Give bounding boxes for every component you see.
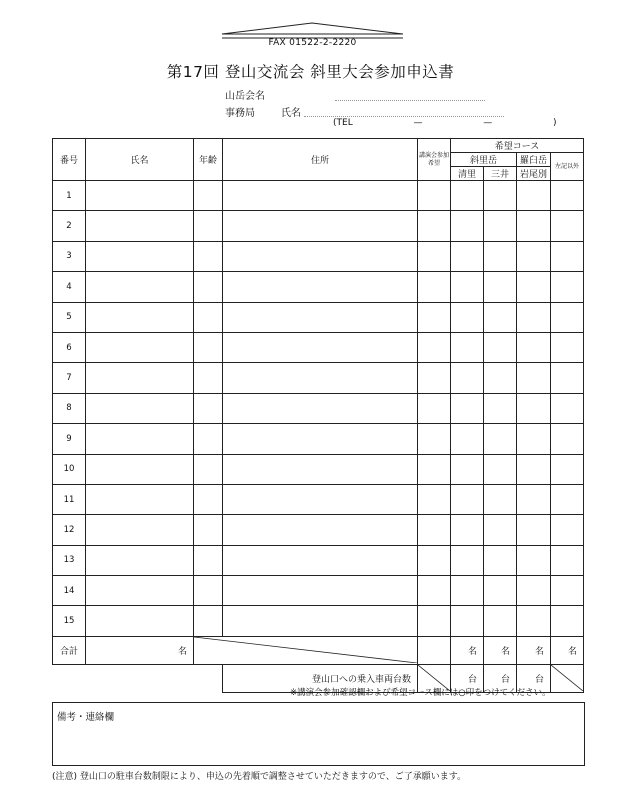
lecture-cell[interactable] bbox=[418, 211, 451, 241]
other-cell[interactable] bbox=[551, 363, 584, 393]
kiyosato-cell[interactable] bbox=[451, 332, 484, 362]
table-row bbox=[53, 484, 584, 514]
total-other-unit: 名 bbox=[551, 636, 584, 664]
car-label: 登山口への乗入車両台数 bbox=[223, 664, 418, 692]
lecture-cell[interactable] bbox=[418, 545, 451, 575]
address-cell[interactable] bbox=[223, 576, 418, 606]
kiyosato-cell[interactable] bbox=[451, 576, 484, 606]
total-iwaobetsu-unit: 名 bbox=[517, 636, 551, 664]
age-cell[interactable] bbox=[194, 332, 223, 362]
table-row bbox=[53, 576, 584, 606]
row-number: 6 bbox=[53, 332, 86, 362]
age-cell[interactable] bbox=[194, 454, 223, 484]
other-cell[interactable] bbox=[551, 211, 584, 241]
car-other-diagonal bbox=[551, 665, 583, 691]
row-number: 10 bbox=[53, 454, 86, 484]
table-row bbox=[53, 424, 584, 454]
mitsui-cell[interactable] bbox=[484, 606, 517, 636]
name-cell[interactable] bbox=[86, 576, 194, 606]
application-table bbox=[52, 138, 584, 693]
iwaobetsu-cell[interactable] bbox=[517, 241, 551, 271]
other-cell[interactable] bbox=[551, 576, 584, 606]
lecture-cell[interactable] bbox=[418, 606, 451, 636]
header-shari: 斜里岳 bbox=[451, 153, 517, 167]
age-cell[interactable] bbox=[194, 302, 223, 332]
row-number: 8 bbox=[53, 393, 86, 423]
age-cell[interactable] bbox=[194, 393, 223, 423]
name-cell[interactable] bbox=[86, 484, 194, 514]
remarks-label: 備考・連絡欄 bbox=[57, 712, 115, 723]
address-cell[interactable] bbox=[223, 211, 418, 241]
age-cell[interactable] bbox=[194, 211, 223, 241]
iwaobetsu-cell[interactable] bbox=[517, 393, 551, 423]
other-cell[interactable] bbox=[551, 302, 584, 332]
other-cell[interactable] bbox=[551, 272, 584, 302]
tel-open: (TEL bbox=[333, 118, 353, 128]
lecture-cell[interactable] bbox=[418, 515, 451, 545]
total-kiyosato-unit: 名 bbox=[451, 636, 484, 664]
office-label: 事務局 bbox=[225, 108, 255, 119]
tel-close: ) bbox=[552, 118, 557, 128]
page-title: 第17回 登山交流会 斜里大会参加申込書 bbox=[166, 63, 455, 81]
row-number: 3 bbox=[53, 241, 86, 271]
kiyosato-cell[interactable] bbox=[451, 424, 484, 454]
table-row bbox=[53, 393, 584, 423]
mitsui-cell[interactable] bbox=[484, 393, 517, 423]
iwaobetsu-cell[interactable] bbox=[517, 272, 551, 302]
age-cell[interactable] bbox=[194, 241, 223, 271]
kiyosato-cell[interactable] bbox=[451, 606, 484, 636]
lecture-cell[interactable] bbox=[418, 454, 451, 484]
address-cell[interactable] bbox=[223, 363, 418, 393]
envelope-arrow-icon bbox=[220, 20, 405, 40]
kiyosato-cell[interactable] bbox=[451, 272, 484, 302]
header-name: 氏名 bbox=[86, 139, 194, 181]
kiyosato-cell[interactable] bbox=[451, 454, 484, 484]
address-cell[interactable] bbox=[223, 302, 418, 332]
other-cell[interactable] bbox=[551, 545, 584, 575]
row-number: 4 bbox=[53, 272, 86, 302]
mitsui-cell[interactable] bbox=[484, 454, 517, 484]
row-number: 7 bbox=[53, 363, 86, 393]
name-cell[interactable] bbox=[86, 545, 194, 575]
address-cell[interactable] bbox=[223, 515, 418, 545]
name-cell[interactable] bbox=[86, 272, 194, 302]
table-row bbox=[53, 515, 584, 545]
row-number: 13 bbox=[53, 545, 86, 575]
lecture-cell[interactable] bbox=[418, 484, 451, 514]
address-cell[interactable] bbox=[223, 454, 418, 484]
kiyosato-cell[interactable] bbox=[451, 363, 484, 393]
mitsui-cell[interactable] bbox=[484, 241, 517, 271]
table-row bbox=[53, 272, 584, 302]
kiyosato-cell[interactable] bbox=[451, 545, 484, 575]
kiyosato-cell[interactable] bbox=[451, 241, 484, 271]
kiyosato-cell[interactable] bbox=[451, 393, 484, 423]
mitsui-cell[interactable] bbox=[484, 484, 517, 514]
lecture-cell[interactable] bbox=[418, 393, 451, 423]
footnote: (注意) 登山口の駐車台数制限により、申込の先着順で調整させていただきますので、ご了承願います。 bbox=[52, 772, 466, 782]
total-diagonal-line bbox=[194, 637, 417, 663]
lecture-cell[interactable] bbox=[418, 302, 451, 332]
table-row bbox=[53, 181, 584, 211]
other-cell[interactable] bbox=[551, 241, 584, 271]
age-cell[interactable] bbox=[194, 606, 223, 636]
mitsui-cell[interactable] bbox=[484, 211, 517, 241]
row-number: 2 bbox=[53, 211, 86, 241]
tel-dash-1: — bbox=[413, 118, 423, 128]
table-row bbox=[53, 363, 584, 393]
fax-number: FAX 01522-2-2220 bbox=[268, 38, 357, 48]
mitsui-cell[interactable] bbox=[484, 332, 517, 362]
other-cell[interactable] bbox=[551, 484, 584, 514]
mitsui-cell[interactable] bbox=[484, 272, 517, 302]
header-number: 番号 bbox=[53, 139, 86, 181]
name-cell[interactable] bbox=[86, 424, 194, 454]
age-cell[interactable] bbox=[194, 181, 223, 211]
age-cell[interactable] bbox=[194, 576, 223, 606]
club-name-label: 山岳会名 bbox=[225, 91, 265, 102]
club-name-field[interactable] bbox=[335, 100, 485, 101]
row-number: 14 bbox=[53, 576, 86, 606]
mitsui-cell[interactable] bbox=[484, 545, 517, 575]
age-cell[interactable] bbox=[194, 272, 223, 302]
mitsui-cell[interactable] bbox=[484, 424, 517, 454]
age-cell[interactable] bbox=[194, 515, 223, 545]
other-cell[interactable] bbox=[551, 606, 584, 636]
age-cell[interactable] bbox=[194, 424, 223, 454]
lecture-cell[interactable] bbox=[418, 576, 451, 606]
mitsui-cell[interactable] bbox=[484, 515, 517, 545]
row-number: 11 bbox=[53, 484, 86, 514]
address-cell[interactable] bbox=[223, 181, 418, 211]
header-kiyosato: 清里 bbox=[451, 167, 484, 181]
iwaobetsu-cell[interactable] bbox=[517, 576, 551, 606]
iwaobetsu-cell[interactable] bbox=[517, 454, 551, 484]
row-number: 5 bbox=[53, 302, 86, 332]
name-cell[interactable] bbox=[86, 211, 194, 241]
mitsui-cell[interactable] bbox=[484, 181, 517, 211]
other-cell[interactable] bbox=[551, 332, 584, 362]
lecture-cell[interactable] bbox=[418, 424, 451, 454]
other-cell[interactable] bbox=[551, 181, 584, 211]
address-cell[interactable] bbox=[223, 424, 418, 454]
iwaobetsu-cell[interactable] bbox=[517, 181, 551, 211]
lecture-cell[interactable] bbox=[418, 363, 451, 393]
iwaobetsu-cell[interactable] bbox=[517, 606, 551, 636]
header-course: 希望コース bbox=[451, 139, 584, 153]
table-row bbox=[53, 606, 584, 636]
tel-field[interactable] bbox=[333, 118, 556, 128]
name-cell[interactable] bbox=[86, 393, 194, 423]
table-row bbox=[53, 332, 584, 362]
name-cell[interactable] bbox=[86, 302, 194, 332]
table-row bbox=[53, 241, 584, 271]
header-other: 左記以外 bbox=[551, 153, 584, 181]
total-persons-unit: 名 bbox=[86, 636, 194, 664]
other-cell[interactable] bbox=[551, 454, 584, 484]
kiyosato-cell[interactable] bbox=[451, 484, 484, 514]
address-cell[interactable] bbox=[223, 393, 418, 423]
iwaobetsu-cell[interactable] bbox=[517, 545, 551, 575]
iwaobetsu-cell[interactable] bbox=[517, 302, 551, 332]
total-mitsui-unit: 名 bbox=[484, 636, 517, 664]
car-iwaobetsu-unit: 台 bbox=[517, 664, 551, 692]
iwaobetsu-cell[interactable] bbox=[517, 363, 551, 393]
lecture-cell[interactable] bbox=[418, 241, 451, 271]
row-number: 12 bbox=[53, 515, 86, 545]
address-cell[interactable] bbox=[223, 332, 418, 362]
name-cell[interactable] bbox=[86, 332, 194, 362]
other-cell[interactable] bbox=[551, 515, 584, 545]
row-number: 1 bbox=[53, 181, 86, 211]
kiyosato-cell[interactable] bbox=[451, 515, 484, 545]
office-name-label: 氏名 bbox=[281, 108, 301, 119]
mitsui-cell[interactable] bbox=[484, 576, 517, 606]
header-rausu: 羅臼岳 bbox=[517, 153, 551, 167]
total-lecture-cell[interactable] bbox=[418, 636, 451, 664]
table-row bbox=[53, 454, 584, 484]
office-name-field[interactable] bbox=[304, 116, 504, 117]
address-cell[interactable] bbox=[223, 241, 418, 271]
name-cell[interactable] bbox=[86, 454, 194, 484]
header-iwaobetsu: 岩尾別 bbox=[517, 167, 551, 181]
remarks-box[interactable] bbox=[52, 702, 585, 766]
total-row bbox=[53, 636, 584, 664]
car-mitsui-unit: 台 bbox=[484, 664, 517, 692]
age-cell[interactable] bbox=[194, 545, 223, 575]
header-lecture: 講演会参加希望 bbox=[418, 139, 451, 181]
header-mitsui: 三井 bbox=[484, 167, 517, 181]
row-number: 15 bbox=[53, 606, 86, 636]
age-cell[interactable] bbox=[194, 484, 223, 514]
car-kiyosato-unit: 台 bbox=[451, 664, 484, 692]
mitsui-cell[interactable] bbox=[484, 302, 517, 332]
name-cell[interactable] bbox=[86, 606, 194, 636]
age-cell[interactable] bbox=[194, 363, 223, 393]
iwaobetsu-cell[interactable] bbox=[517, 332, 551, 362]
iwaobetsu-cell[interactable] bbox=[517, 424, 551, 454]
lecture-cell[interactable] bbox=[418, 332, 451, 362]
kiyosato-cell[interactable] bbox=[451, 181, 484, 211]
tel-dash-2: — bbox=[483, 118, 493, 128]
name-cell[interactable] bbox=[86, 515, 194, 545]
iwaobetsu-cell[interactable] bbox=[517, 515, 551, 545]
header-age: 年齢 bbox=[194, 139, 223, 181]
fax-banner bbox=[220, 20, 405, 52]
table-row bbox=[53, 302, 584, 332]
table-row bbox=[53, 545, 584, 575]
name-cell[interactable] bbox=[86, 181, 194, 211]
kiyosato-cell[interactable] bbox=[451, 302, 484, 332]
address-cell[interactable] bbox=[223, 545, 418, 575]
mitsui-cell[interactable] bbox=[484, 363, 517, 393]
row-number: 9 bbox=[53, 424, 86, 454]
table-row bbox=[53, 211, 584, 241]
name-cell[interactable] bbox=[86, 241, 194, 271]
header-address: 住所 bbox=[223, 139, 418, 181]
name-cell[interactable] bbox=[86, 363, 194, 393]
other-cell[interactable] bbox=[551, 424, 584, 454]
address-cell[interactable] bbox=[223, 272, 418, 302]
lecture-cell[interactable] bbox=[418, 181, 451, 211]
address-cell[interactable] bbox=[223, 606, 418, 636]
instruction-note: ※講演会参加確認欄および希望コース欄には○印をつけてください。 bbox=[290, 688, 551, 698]
total-label: 合計 bbox=[53, 636, 86, 664]
kiyosato-cell[interactable] bbox=[451, 211, 484, 241]
address-cell[interactable] bbox=[223, 484, 418, 514]
iwaobetsu-cell[interactable] bbox=[517, 211, 551, 241]
other-cell[interactable] bbox=[551, 393, 584, 423]
iwaobetsu-cell[interactable] bbox=[517, 484, 551, 514]
lecture-cell[interactable] bbox=[418, 272, 451, 302]
